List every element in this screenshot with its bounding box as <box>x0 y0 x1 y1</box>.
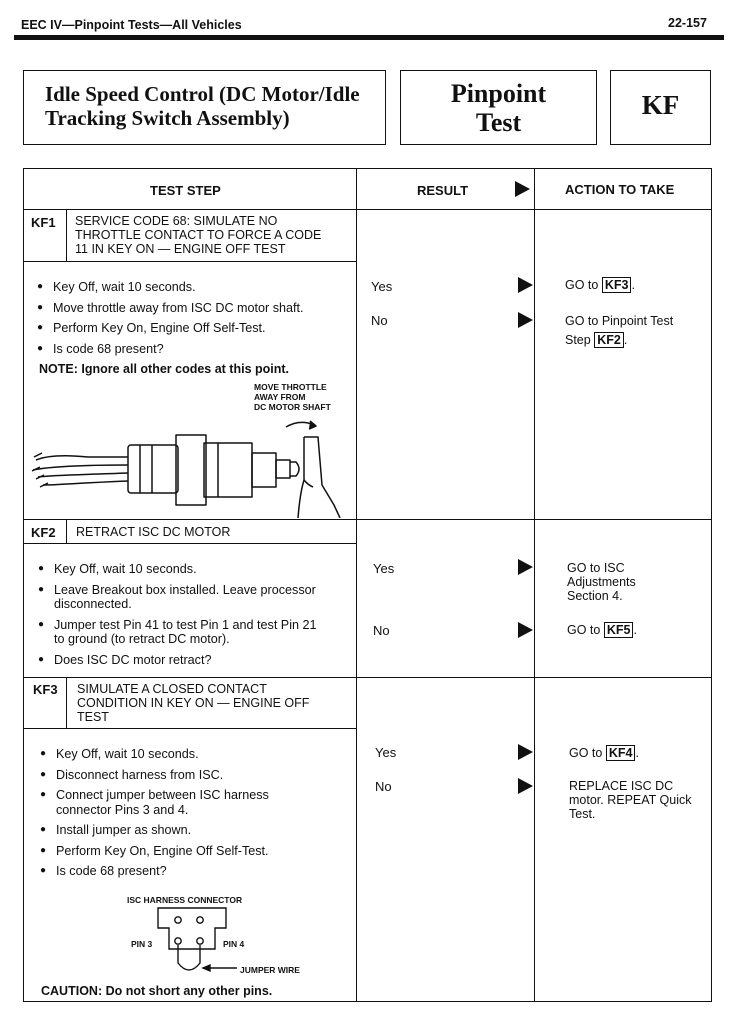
kf3-result-yes: Yes <box>375 745 397 760</box>
connector-figure-title: ISC HARNESS CONNECTOR <box>127 895 243 905</box>
kf3-action-no <box>569 779 692 821</box>
arrow-icon <box>515 181 530 197</box>
column-header-result: RESULT <box>417 183 469 198</box>
isc-motor-illustration <box>28 415 348 518</box>
kf1-figure-label-line-3: DC MOTOR SHAFT <box>254 402 331 412</box>
kf2-action-no-text: GO to <box>567 623 601 637</box>
kf1-title-line-3: 11 IN KEY ON — ENGINE OFF TEST <box>75 242 286 256</box>
goto-kf3-link[interactable]: KF3 <box>602 277 632 293</box>
kf1-action-no-step: Step <box>565 333 591 347</box>
kf3-caution: CAUTION: Do not short any other pins. <box>41 984 273 998</box>
kf3-step-3-line-1: Connect jumper between ISC harness <box>56 788 269 802</box>
isc-connector-diagram <box>155 905 245 977</box>
kf2-label: KF2 <box>31 525 56 540</box>
kf3-result-no: No <box>375 779 392 794</box>
kf2-step-2 <box>38 583 350 612</box>
arrow-icon <box>518 559 533 575</box>
test-code: KF <box>641 90 680 120</box>
kf3-step-3-line-2: connector Pins 3 and 4. <box>56 802 189 817</box>
kf2-result-no: No <box>373 623 390 638</box>
kf1-label-divider <box>66 209 67 261</box>
column-divider-1 <box>356 168 357 1002</box>
column-divider-2 <box>534 168 535 1002</box>
kf2-steps <box>38 562 350 673</box>
test-label: Test <box>475 108 522 137</box>
kf2-step-3-line-1: Jumper test Pin 41 to test Pin 1 and test Pin 21 <box>54 617 317 632</box>
kf3-action-yes-text: GO to <box>569 746 603 760</box>
kf1-step-1: ● Key Off, wait 10 seconds. <box>37 280 352 295</box>
kf1-note: NOTE: Ignore all other codes at this point. <box>39 362 290 376</box>
kf3-action-no-line-1: REPLACE ISC DC <box>569 779 674 793</box>
kf1-action-no-line-1: GO to Pinpoint Test <box>565 314 674 328</box>
pinpoint-label: Pinpoint <box>450 79 547 108</box>
section-divider-kf3 <box>23 677 712 678</box>
kf3-title-line-3: TEST <box>77 710 109 724</box>
arrow-icon <box>518 744 533 760</box>
title-line-1: Idle Speed Control (DC Motor/Idle <box>45 82 360 106</box>
kf3-steps <box>40 747 350 885</box>
kf2-step-1: ● Key Off, wait 10 seconds. <box>38 562 350 577</box>
kf2-step-3 <box>38 618 350 647</box>
kf2-step-2-line-2: disconnected. <box>54 597 132 611</box>
kf3-step-4: ● Install jumper as shown. <box>40 823 350 838</box>
kf1-action-yes-text: GO to <box>565 278 599 292</box>
kf3-step-1: ● Key Off, wait 10 seconds. <box>40 747 350 762</box>
kf2-label-divider <box>66 519 67 543</box>
jumper-wire-label: JUMPER WIRE <box>240 965 300 975</box>
kf2-title-underline <box>23 543 357 544</box>
kf1-step-4: ● Is code 68 present? <box>37 342 352 357</box>
test-code-box <box>610 70 711 145</box>
header-row-divider <box>23 209 712 210</box>
kf3-title <box>77 682 309 724</box>
kf1-title-line-1: SERVICE CODE 68: SIMULATE NO <box>75 214 278 228</box>
kf1-title <box>75 214 321 256</box>
kf3-step-6: ● Is code 68 present? <box>40 864 350 879</box>
kf3-step-3 <box>40 788 350 817</box>
column-header-action: ACTION TO TAKE <box>565 182 675 197</box>
kf2-action-yes-line-3: Section 4. <box>567 589 623 603</box>
section-divider-kf2 <box>23 519 712 520</box>
kf3-step-5: ● Perform Key On, Engine Off Self-Test. <box>40 844 350 859</box>
kf1-action-yes: GO to KF3 . <box>565 278 635 292</box>
kf1-step-2: ● Move throttle away from ISC DC motor shaft. <box>37 301 352 316</box>
pin3-label: PIN 3 <box>131 939 153 949</box>
kf1-title-line-2: THROTTLE CONTACT TO FORCE A CODE <box>75 228 322 242</box>
kf3-title-line-2: CONDITION IN KEY ON — ENGINE OFF <box>77 696 310 710</box>
title-line-2: Tracking Switch Assembly) <box>45 106 290 130</box>
arrow-icon <box>518 312 533 328</box>
kf3-title-underline <box>23 728 357 729</box>
kf2-title: RETRACT ISC DC MOTOR <box>76 525 231 539</box>
kf2-action-yes <box>567 561 636 603</box>
kf1-action-no: GO to Pinpoint Test Step KF2 . <box>565 314 674 347</box>
title-box <box>23 70 386 145</box>
kf2-step-2-line-1: Leave Breakout box installed. Leave processor <box>54 582 316 597</box>
kf1-result-yes: Yes <box>371 279 393 294</box>
kf2-step-4: ● Does ISC DC motor retract? <box>38 653 350 668</box>
kf1-figure-label <box>254 382 331 412</box>
goto-kf2-link[interactable]: KF2 <box>594 332 624 348</box>
kf1-result-no: No <box>371 313 388 328</box>
kf1-steps <box>37 280 352 362</box>
kf1-figure-label-line-2: AWAY FROM <box>254 392 306 402</box>
header-rule <box>14 35 724 40</box>
kf2-action-no: GO to KF5 . <box>567 623 637 637</box>
kf3-action-yes: GO to KF4 . <box>569 746 639 760</box>
kf3-action-no-line-2: motor. REPEAT Quick <box>569 793 692 807</box>
arrow-icon <box>518 778 533 794</box>
arrow-icon <box>518 277 533 293</box>
pinpoint-test-box <box>400 70 597 145</box>
pin4-label: PIN 4 <box>223 939 245 949</box>
kf2-action-yes-line-2: Adjustments <box>567 575 636 589</box>
page-number: 22-157 <box>668 16 707 30</box>
kf2-action-yes-line-1: GO to ISC <box>567 561 625 575</box>
kf1-figure-label-line-1: MOVE THROTTLE <box>254 382 327 392</box>
arrow-icon <box>518 622 533 638</box>
kf2-step-3-line-2: to ground (to retract DC motor). <box>54 632 230 646</box>
goto-kf4-link[interactable]: KF4 <box>606 745 636 761</box>
kf1-title-underline <box>23 261 357 262</box>
kf3-action-no-line-3: Test. <box>569 807 596 821</box>
running-header: EEC IV—Pinpoint Tests—All Vehicles <box>21 18 242 32</box>
kf3-label: KF3 <box>33 682 58 697</box>
goto-kf5-link[interactable]: KF5 <box>604 622 634 638</box>
kf3-title-line-1: SIMULATE A CLOSED CONTACT <box>77 682 267 696</box>
kf3-step-2: ● Disconnect harness from ISC. <box>40 768 350 783</box>
kf3-label-divider <box>66 677 67 728</box>
column-header-test-step: TEST STEP <box>150 183 221 198</box>
kf1-label: KF1 <box>31 215 56 230</box>
kf1-step-3: ● Perform Key On, Engine Off Self-Test. <box>37 321 352 336</box>
kf2-result-yes: Yes <box>373 561 395 576</box>
